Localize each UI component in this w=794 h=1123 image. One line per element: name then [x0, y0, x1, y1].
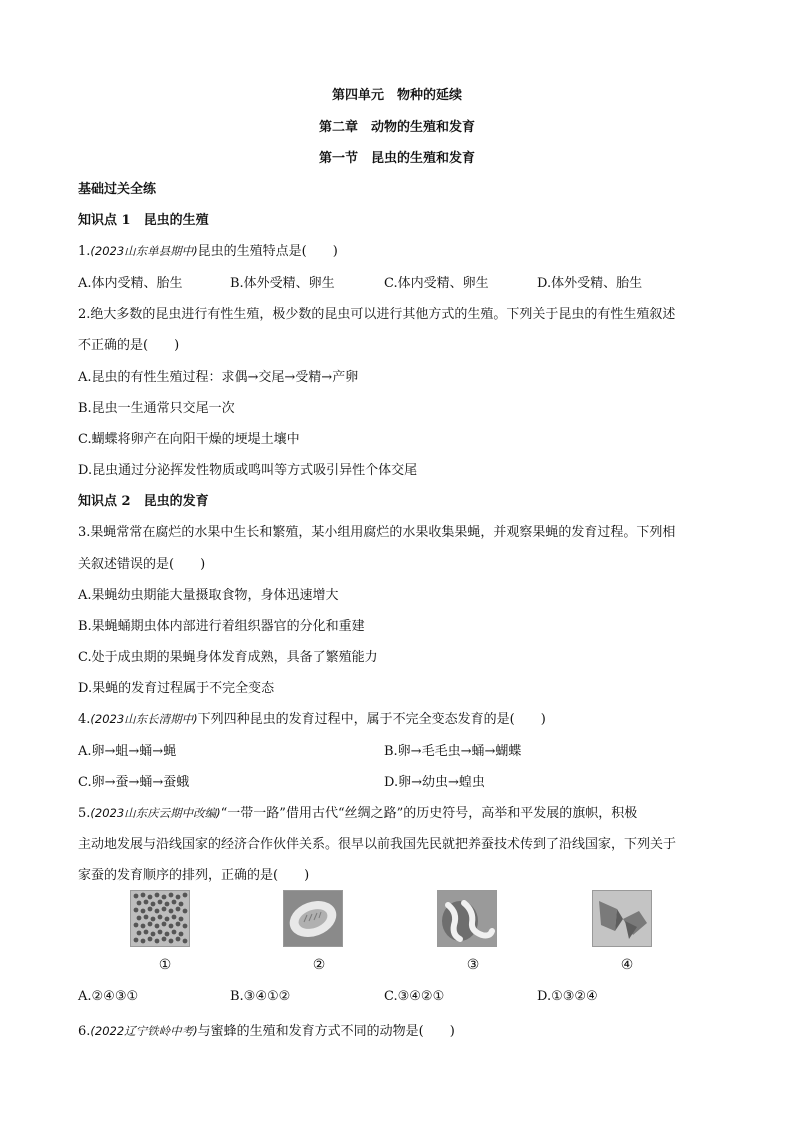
question-2-stem-line1: 2.绝大多数的昆虫进行有性生殖，极少数的昆虫可以进行其他方式的生殖。下列关于昆虫的有性生殖叙述: [78, 307, 676, 322]
question-source: (2023山东单县期中): [90, 244, 198, 258]
question-5-stem-line3: 家蚕的发育顺序的排列，正确的是( ): [78, 868, 310, 883]
silkworm-eggs-image: [130, 890, 190, 947]
q2-option-b: B.昆虫一生通常只交尾一次: [78, 401, 235, 416]
q3-option-c: C.处于成虫期的果蝇身体发育成熟，具备了繁殖能力: [78, 650, 378, 665]
q4-option-c: C.卵→蚕→蛹→蚕蛾: [78, 775, 190, 790]
q5-option-a: A.②④③①: [78, 989, 139, 1004]
question-3-stem-line2: 关叙述错误的是( ): [78, 557, 206, 572]
figure-label-4: ④: [620, 957, 634, 973]
question-3-stem-line1: 3.果蝇常常在腐烂的水果中生长和繁殖，某小组用腐烂的水果收集果蝇，并观察果蝇的发育过程。下列相: [78, 525, 676, 540]
question-text: 下列四种昆虫的发育过程中，属于不完全变态发育的是( ): [197, 712, 546, 727]
question-source: (2023山东长清期中): [90, 712, 198, 726]
section-heading: 第一节 昆虫的生殖和发育: [318, 151, 475, 166]
question-1-stem: [78, 240, 338, 259]
question-number: 4.: [78, 712, 91, 727]
q2-option-c: C.蝴蝶将卵产在向阳干燥的埂堤土壤中: [78, 432, 300, 447]
unit-heading: 第四单元 物种的延续: [331, 88, 462, 103]
q2-option-d: D.昆虫通过分泌挥发性物质或鸣叫等方式吸引异性个体交尾: [78, 463, 418, 478]
q5-option-d: D.①③②④: [537, 989, 598, 1004]
q1-option-b: B.体外受精、卵生: [230, 276, 335, 291]
figure-label-2: ②: [312, 957, 326, 973]
figure-label-3: ③: [466, 957, 480, 973]
knowledge-point-2: 知识点 2 昆虫的发育: [78, 494, 209, 509]
question-number: 1.: [78, 244, 91, 259]
cocoon-image: [283, 890, 343, 947]
chapter-heading: 第二章 动物的生殖和发育: [318, 120, 475, 135]
q3-option-d: D.果蝇的发育过程属于不完全变态: [78, 681, 275, 696]
silkworm-larvae-image: [437, 890, 497, 947]
q4-option-a: A.卵→蛆→蛹→蝇: [78, 744, 177, 759]
question-number: 6.: [78, 1024, 91, 1039]
question-4-stem: [78, 708, 546, 727]
question-6-stem: [78, 1020, 455, 1039]
question-5-stem-line1: [78, 802, 637, 821]
question-5-stem-line2: 主动地发展与沿线国家的经济合作伙伴关系。很早以前我国先民就把养蚕技术传到了沿线国家，下列关于: [78, 837, 677, 852]
q4-option-d: D.卵→幼虫→蝗虫: [384, 775, 485, 790]
q3-option-a: A.果蝇幼虫期能大量摄取食物，身体迅速增大: [78, 588, 339, 603]
q5-option-b: B.③④①②: [230, 989, 291, 1004]
question-text: 与蜜蜂的生殖和发育方式不同的动物是( ): [197, 1024, 455, 1039]
q3-option-b: B.果蝇蛹期虫体内部进行着组织器官的分化和重建: [78, 619, 365, 634]
question-2-stem-line2: 不正确的是( ): [78, 338, 180, 353]
practice-title: 基础过关全练: [78, 182, 157, 197]
question-source: (2022辽宁铁岭中考): [90, 1024, 198, 1038]
figure-label-1: ①: [158, 957, 172, 973]
question-number: 5.: [78, 806, 91, 821]
knowledge-point-1: 知识点 1 昆虫的生殖: [78, 213, 209, 228]
q1-option-c: C.体内受精、卵生: [384, 276, 489, 291]
question-text: “一带一路”借用古代“丝绸之路”的历史符号，高举和平发展的旗帜，积极: [220, 806, 638, 821]
question-source: (2023山东庆云期中改编): [90, 806, 221, 820]
q1-option-a: A.体内受精、胎生: [78, 276, 183, 291]
q1-option-d: D.体外受精、胎生: [537, 276, 643, 291]
q2-option-a: A.昆虫的有性生殖过程：求偶→交尾→受精→产卵: [78, 370, 359, 385]
q5-option-c: C.③④②①: [384, 989, 445, 1004]
q4-option-b: B.卵→毛毛虫→蛹→蝴蝶: [384, 744, 522, 759]
question-text: 昆虫的生殖特点是( ): [197, 244, 338, 259]
silkmoths-image: [592, 890, 652, 947]
